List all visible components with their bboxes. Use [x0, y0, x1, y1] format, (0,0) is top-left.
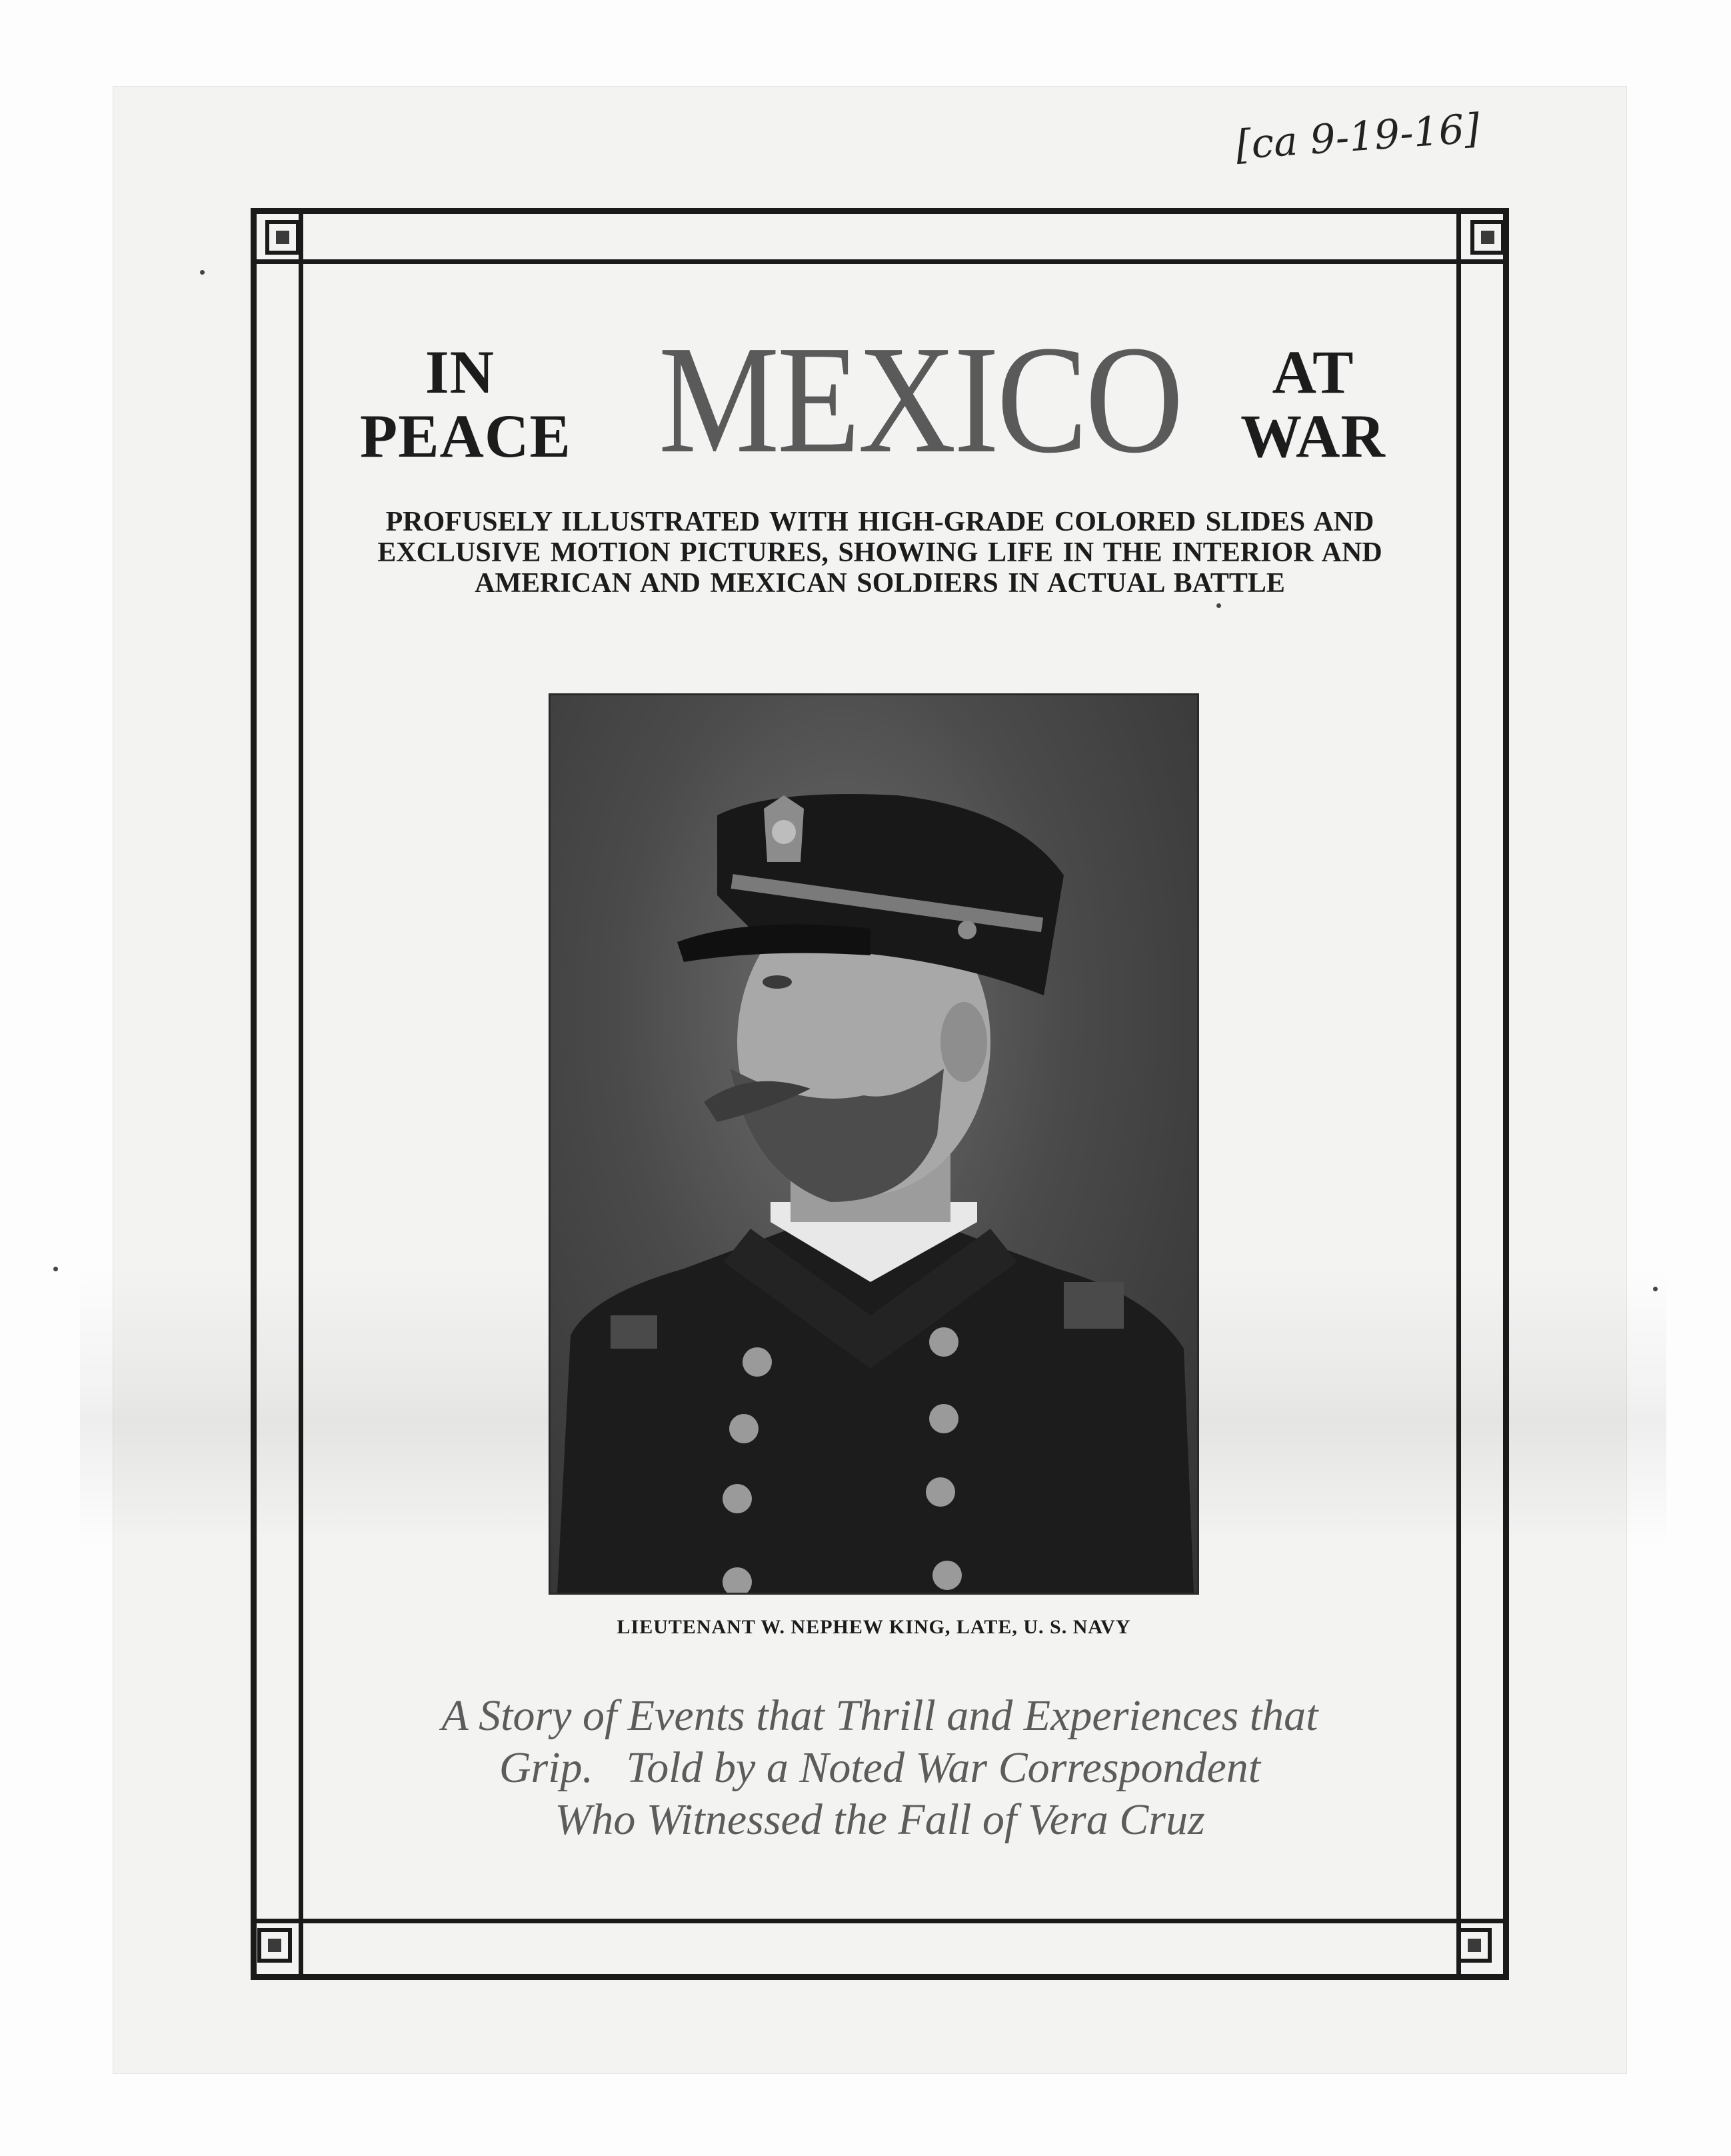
header-right	[1233, 340, 1393, 468]
inner-rule-left	[299, 214, 303, 1974]
corner-ornament-bottom-left	[257, 1928, 292, 1963]
header-right-line-2: WAR	[1240, 402, 1386, 470]
tagline-line-3: Who Witnessed the Fall of Vera Cruz	[555, 1795, 1205, 1844]
corner-ornament-bottom-right	[1457, 1928, 1492, 1963]
portrait-photo	[549, 693, 1199, 1595]
corner-ornament-top-right	[1470, 220, 1505, 255]
header-left-line-2: PEACE	[360, 402, 571, 470]
header-left-line-1: IN	[425, 338, 495, 406]
portrait-illustration	[551, 695, 1197, 1593]
inner-rule-bottom	[257, 1919, 1503, 1923]
handwritten-date: [ca 9-19-16]	[1234, 105, 1482, 169]
tagline-line-2: Grip. Told by a Noted War Correspondent	[499, 1743, 1261, 1792]
subtitle-line-3: AMERICAN AND MEXICAN SOLDIERS IN ACTUAL BATTLE	[475, 568, 1285, 599]
subtitle-line-1: PROFUSELY ILLUSTRATED WITH HIGH-GRADE COLORED SLIDES AND	[385, 507, 1374, 537]
inner-rule-top	[257, 259, 1503, 264]
inner-rule-right	[1456, 214, 1461, 1974]
corner-ornament-top-left	[265, 220, 300, 255]
header-right-line-1: AT	[1272, 338, 1354, 406]
subtitle	[347, 507, 1413, 599]
tagline	[333, 1690, 1426, 1846]
portrait-caption: LIEUTENANT W. NEPHEW KING, LATE, U. S. NAVY	[617, 1616, 1131, 1638]
header-left	[360, 338, 571, 470]
page-title: MEXICO	[658, 314, 1182, 485]
subtitle-line-2: EXCLUSIVE MOTION PICTURES, SHOWING LIFE IN THE INTERIOR AND	[377, 537, 1382, 568]
tagline-line-1: A Story of Events that Thrill and Experiences that	[441, 1691, 1318, 1740]
